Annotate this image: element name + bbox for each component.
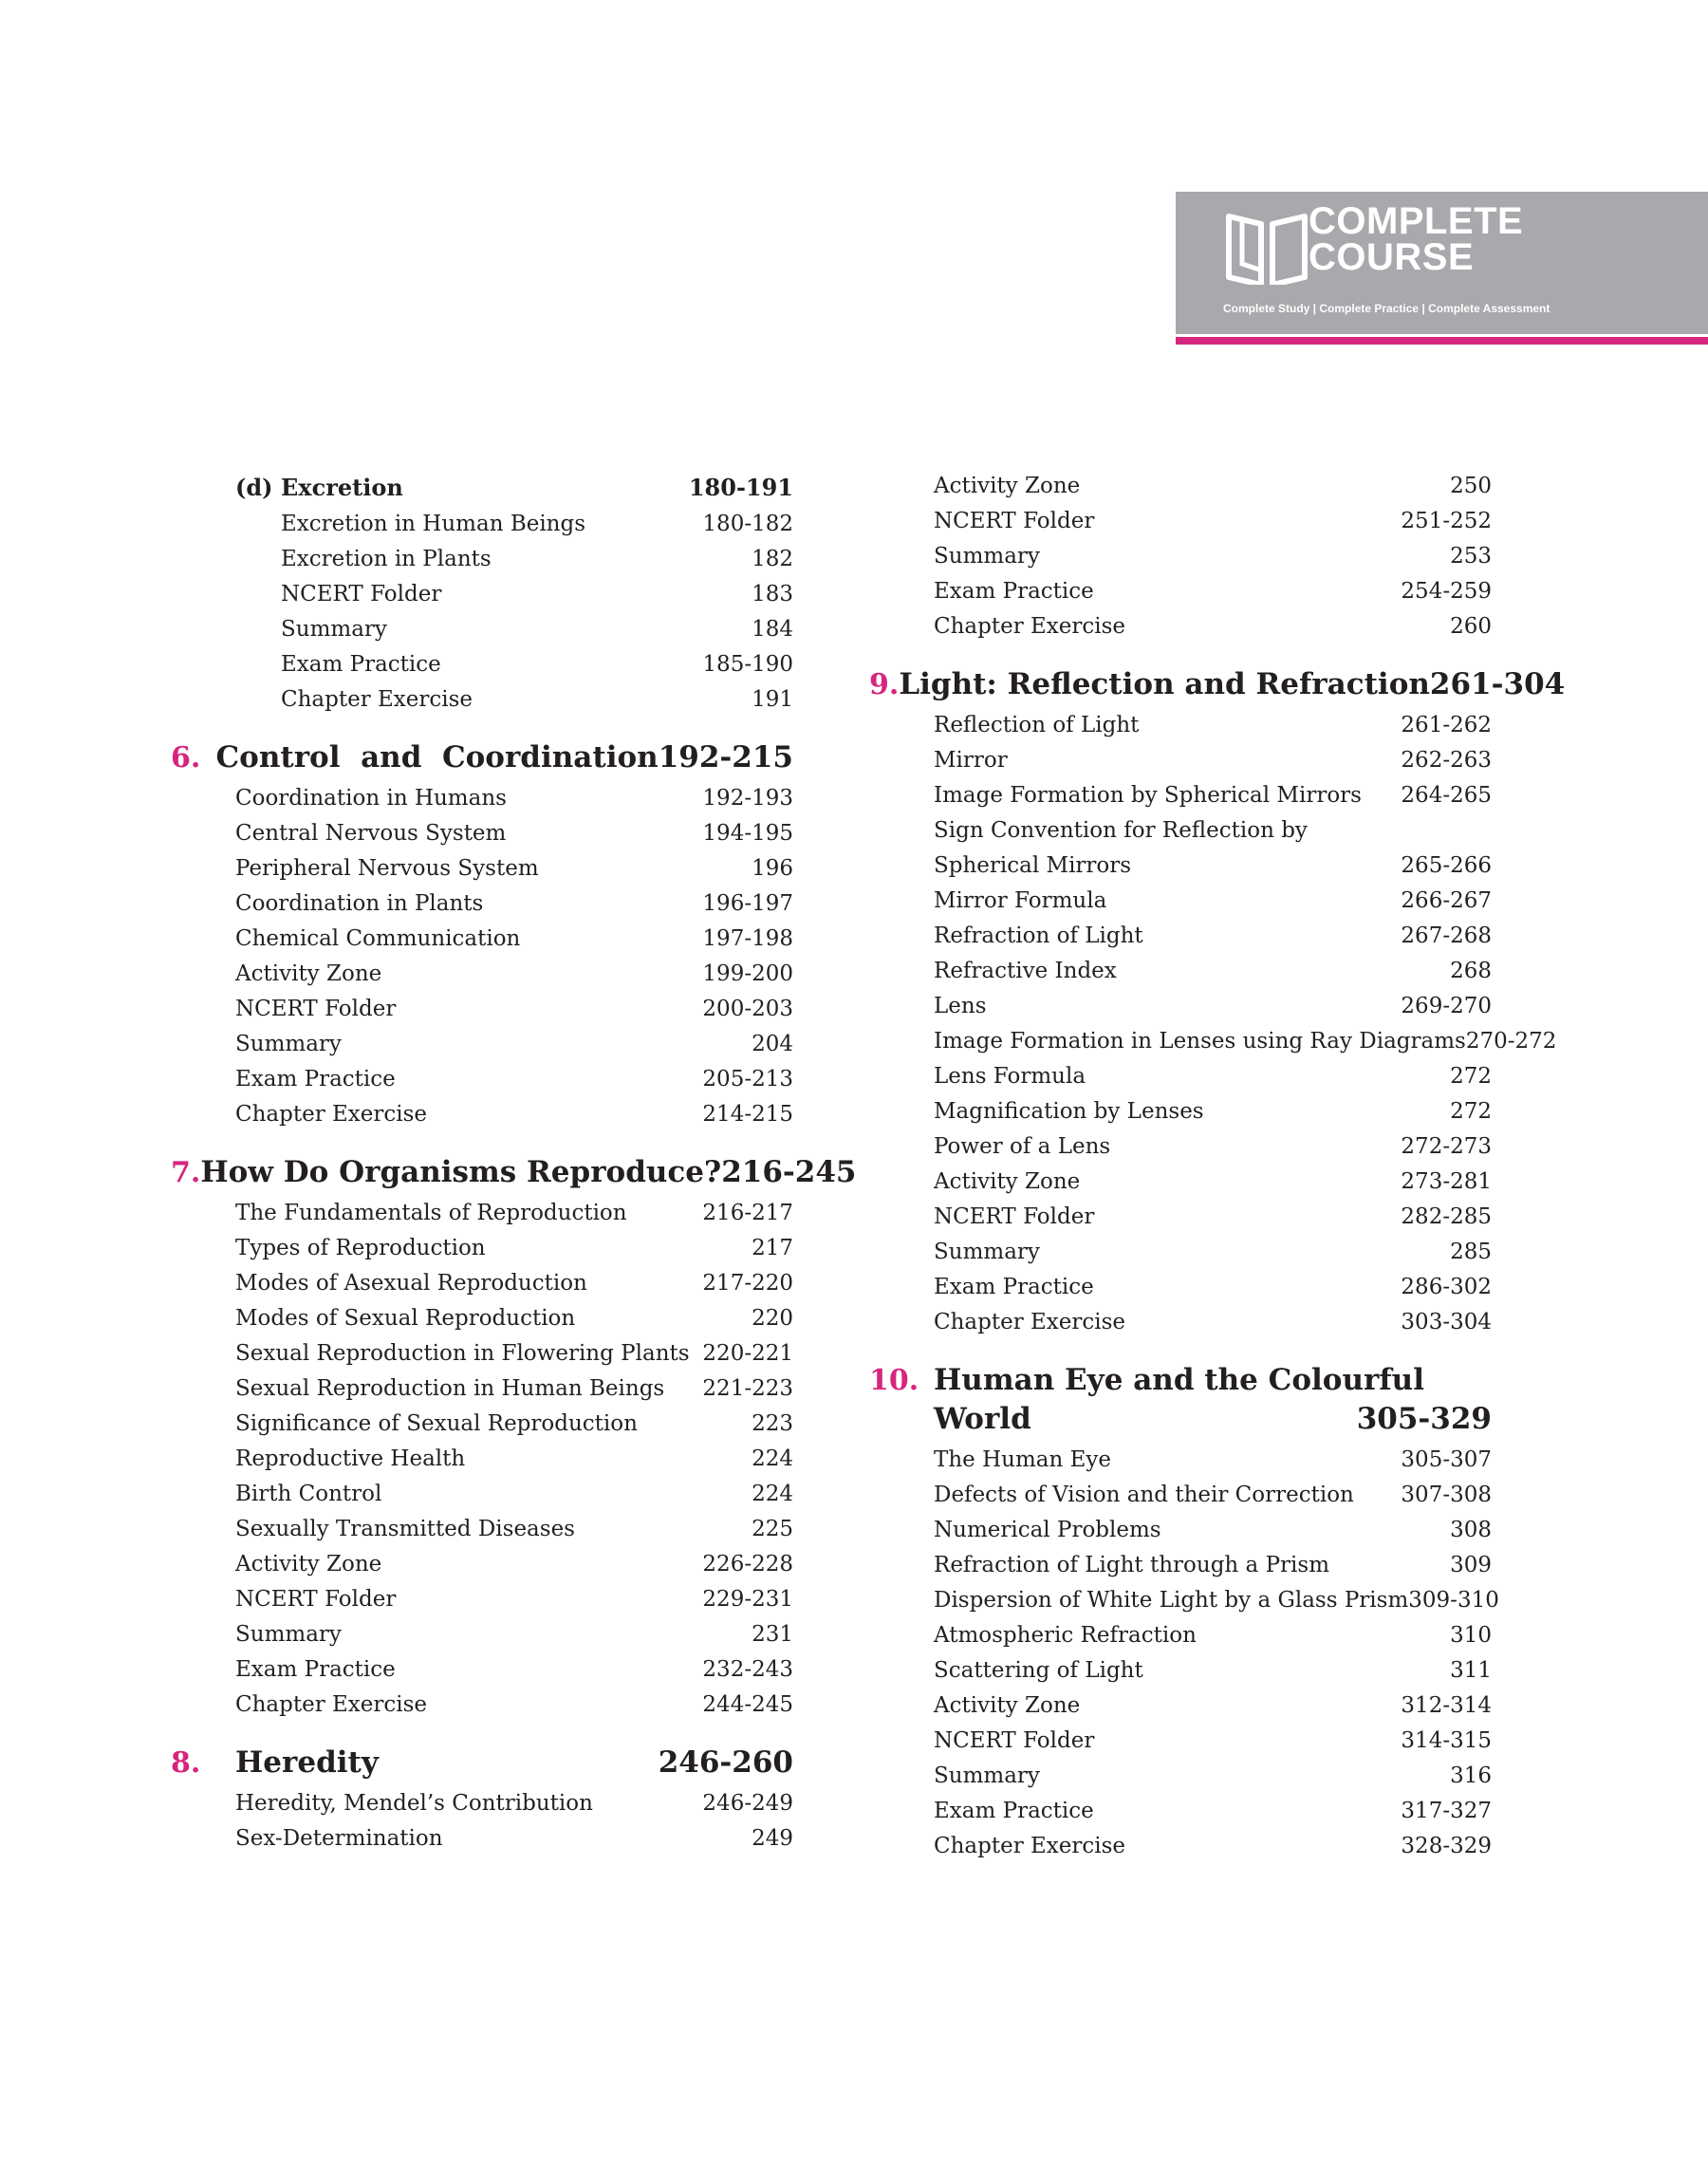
toc-entry-label: Heredity, Mendel’s Contribution: [235, 1791, 593, 1816]
toc-entry: [171, 1652, 793, 1688]
toc-entry-label: Chapter Exercise: [934, 614, 1126, 639]
toc-entry-pages: 251-252: [1401, 509, 1492, 533]
toc-entry-label: Sexual Reproduction in Flowering Plants: [235, 1341, 690, 1366]
chapter-title: Control and Coordination: [215, 740, 659, 774]
toc-list-chapter-9: [869, 708, 1557, 1340]
toc-entry-label: Spherical Mirrors: [934, 853, 1132, 878]
toc-entry-pages: 265-266: [1401, 853, 1492, 878]
toc-entry-pages: 285: [1450, 1240, 1492, 1264]
toc-entry-label: Chapter Exercise: [934, 1310, 1126, 1334]
toc-entry: [171, 1582, 793, 1617]
chapter-number: 9.: [869, 668, 900, 701]
toc-entry-pages: 225: [752, 1517, 793, 1541]
toc-entry-label: Scattering of Light: [934, 1658, 1143, 1683]
toc-entry-label: Summary: [934, 1763, 1040, 1788]
toc-entry-label: Exam Practice: [235, 1067, 396, 1092]
chapter-title: Light: Reflection and Refraction: [899, 667, 1430, 701]
chapter-heading-8: [171, 1744, 793, 1782]
toc-entry: [171, 1027, 793, 1062]
toc-entry-label: The Human Eye: [934, 1447, 1111, 1472]
toc-entry-label: Exam Practice: [934, 579, 1094, 604]
toc-entry-pages: 185-190: [702, 652, 793, 677]
toc-entry: [869, 539, 1492, 574]
toc-entry: [171, 851, 793, 886]
toc-entry-label: Chapter Exercise: [934, 1834, 1126, 1858]
toc-entry-pages: 220: [752, 1306, 793, 1331]
chapter-title-line1: Human Eye and the Colourful: [934, 1363, 1424, 1397]
toc-entry-pages: 199-200: [702, 961, 793, 986]
toc-entry: [869, 1165, 1492, 1200]
toc-entry-pages: 308: [1450, 1518, 1492, 1542]
toc-entry-label: Power of a Lens: [934, 1134, 1111, 1159]
toc-entry-pages: 224: [752, 1482, 793, 1506]
open-book-icon: [1223, 207, 1310, 285]
section-heading-excretion: [171, 469, 793, 507]
toc-entry: [171, 682, 793, 718]
toc-entry-pages: 253: [1450, 544, 1492, 569]
toc-entry-pages: 266-267: [1401, 888, 1492, 913]
toc-entry: [171, 1301, 793, 1336]
toc-entry: [171, 1547, 793, 1582]
toc-left-column: [171, 469, 857, 1856]
toc-entry: [171, 612, 793, 647]
toc-list-chapter-6: [171, 781, 793, 1132]
toc-entry-label: Exam Practice: [235, 1657, 396, 1682]
toc-entry: [869, 708, 1492, 743]
toc-entry-label: NCERT Folder: [281, 582, 442, 606]
toc-entry: [171, 542, 793, 577]
toc-entry-label: Peripheral Nervous System: [235, 856, 539, 881]
chapter-pages: 216-245: [721, 1155, 857, 1189]
toc-entry-label: Exam Practice: [281, 652, 441, 677]
toc-list-chapter-8: [171, 1786, 793, 1856]
toc-entry: [171, 816, 793, 851]
toc-entry-pages: 249: [752, 1826, 793, 1851]
toc-entry: [869, 574, 1492, 609]
toc-entry: [171, 1097, 793, 1132]
brand-tagline: Complete Study | Complete Practice | Complete Assessment: [1223, 302, 1550, 315]
toc-entry-pages: 286-302: [1401, 1275, 1492, 1299]
toc-entry: [171, 507, 793, 542]
toc-entry-label: Lens Formula: [934, 1064, 1086, 1089]
chapter-heading-6: [171, 738, 793, 777]
toc-entry: [171, 1062, 793, 1097]
toc-entry-pages: 250: [1450, 474, 1492, 498]
toc-entry-label: Activity Zone: [934, 1693, 1081, 1718]
toc-entry-pages: 309: [1450, 1553, 1492, 1577]
toc-entry-pages: 204: [752, 1032, 793, 1056]
toc-entry-pages: 200-203: [702, 997, 793, 1021]
toc-entry-label: Refraction of Light through a Prism: [934, 1553, 1330, 1577]
toc-entry: [171, 957, 793, 992]
toc-entry-label: Activity Zone: [235, 961, 382, 986]
toc-entry-pages: 303-304: [1401, 1310, 1492, 1334]
brand-accent-line: [1176, 337, 1708, 345]
brand-name: [1309, 200, 1524, 278]
toc-entry-pages: 244-245: [702, 1692, 793, 1717]
toc-entry: [171, 1688, 793, 1723]
toc-entry: [869, 1794, 1492, 1829]
toc-entry-label: Summary: [235, 1622, 342, 1647]
brand-name-line2: COURSE: [1309, 236, 1475, 278]
chapter-number: 7.: [171, 1156, 201, 1189]
toc-entry-label: Summary: [934, 544, 1040, 569]
toc-entry-label: Central Nervous System: [235, 821, 507, 846]
toc-entry-label: NCERT Folder: [934, 1728, 1095, 1753]
toc-entry: [171, 1786, 793, 1821]
toc-entry-label: Sign Convention for Reflection by: [934, 818, 1308, 843]
chapter-number: 8.: [171, 1746, 201, 1780]
toc-entry: [171, 1442, 793, 1477]
toc-entry-label: Activity Zone: [934, 474, 1081, 498]
toc-entry-label: Summary: [235, 1032, 342, 1056]
section-mark: (d): [235, 474, 273, 501]
toc-entry-pages: 270-272: [1465, 1029, 1557, 1054]
toc-entry-label: Defects of Vision and their Correction: [934, 1483, 1354, 1507]
toc-entry-label: Image Formation in Lenses using Ray Diagrams: [934, 1029, 1466, 1054]
toc-entry-pages: 264-265: [1401, 783, 1492, 808]
toc-entry-pages: 226-228: [702, 1552, 793, 1577]
toc-entry-pages: 268: [1450, 959, 1492, 983]
toc-entry-label: Refractive Index: [934, 959, 1117, 983]
toc-entry-pages: 223: [752, 1411, 793, 1436]
chapter-heading-9: [869, 665, 1566, 704]
toc-entry: [869, 1059, 1492, 1094]
toc-right-column: [869, 469, 1566, 1864]
toc-entry-label: Coordination in Plants: [235, 891, 484, 916]
toc-list-chapter-8-continued: [869, 469, 1492, 644]
toc-entry-pages: 328-329: [1401, 1834, 1492, 1858]
toc-entry: [869, 778, 1492, 813]
toc-entry-label: Summary: [281, 617, 387, 642]
toc-entry-pages: 214-215: [702, 1102, 793, 1127]
chapter-pages: 261-304: [1429, 667, 1566, 701]
toc-entry-pages: 267-268: [1401, 924, 1492, 948]
toc-entry-label: Exam Practice: [934, 1275, 1094, 1299]
toc-entry: [171, 1617, 793, 1652]
toc-entry: [869, 813, 1492, 849]
toc-entry-label: Sexually Transmitted Diseases: [235, 1517, 575, 1541]
toc-entry-pages: 180-182: [702, 512, 793, 536]
toc-entry: [869, 1478, 1492, 1513]
toc-entry: [171, 1821, 793, 1856]
toc-entry: [869, 1548, 1492, 1583]
toc-entry-pages: 305-307: [1401, 1447, 1492, 1472]
toc-entry-label: Atmospheric Refraction: [934, 1623, 1197, 1648]
toc-entry: [869, 989, 1492, 1024]
toc-entry: [869, 849, 1492, 884]
toc-entry-pages: 273-281: [1401, 1169, 1492, 1194]
toc-entry: [869, 1235, 1492, 1270]
chapter-number: 6.: [171, 741, 201, 774]
toc-entry-label: Activity Zone: [934, 1169, 1081, 1194]
toc-entry: [869, 1583, 1499, 1618]
toc-entry-pages: 282-285: [1401, 1204, 1492, 1229]
toc-entry-pages: 262-263: [1401, 748, 1492, 773]
toc-entry-label: Numerical Problems: [934, 1518, 1161, 1542]
toc-entry-pages: 254-259: [1401, 579, 1492, 604]
toc-entry: [171, 1266, 793, 1301]
toc-entry-pages: 312-314: [1401, 1693, 1492, 1718]
chapter-title-line2: World: [934, 1402, 1031, 1436]
toc-entry-pages: 183: [752, 582, 793, 606]
toc-entry-pages: 191: [752, 687, 793, 712]
toc-entry-pages: 194-195: [702, 821, 793, 846]
toc-entry: [171, 886, 793, 922]
toc-entry-pages: 217: [752, 1236, 793, 1260]
toc-entry-pages: 260: [1450, 614, 1492, 639]
section-pages: 180-191: [688, 474, 793, 501]
toc-entry-label: Reproductive Health: [235, 1446, 466, 1471]
toc-entry: [171, 1196, 793, 1231]
toc-entry-pages: 231: [752, 1622, 793, 1647]
toc-list-chapter-7: [171, 1196, 793, 1723]
toc-entry-label: Chapter Exercise: [235, 1102, 428, 1127]
toc-entry-label: Image Formation by Spherical Mirrors: [934, 783, 1362, 808]
chapter-title: Heredity: [235, 1745, 379, 1780]
toc-entry: [869, 504, 1492, 539]
toc-entry-label: Sex-Determination: [235, 1826, 443, 1851]
toc-entry-pages: 269-270: [1401, 994, 1492, 1018]
toc-entry-label: Dispersion of White Light by a Glass Prism: [934, 1588, 1409, 1613]
toc-entry-pages: 261-262: [1401, 713, 1492, 737]
brand-banner: [1176, 192, 1708, 334]
toc-entry: [869, 1513, 1492, 1548]
toc-entry-label: Chapter Exercise: [281, 687, 473, 712]
chapter-number: 10.: [869, 1364, 919, 1397]
toc-entry: [869, 1724, 1492, 1759]
toc-entry-pages: 192-193: [702, 786, 793, 811]
toc-entry-label: Modes of Sexual Reproduction: [235, 1306, 576, 1331]
toc-entry-label: NCERT Folder: [235, 1587, 397, 1612]
toc-entry: [869, 1129, 1492, 1165]
toc-entry-label: Reflection of Light: [934, 713, 1140, 737]
toc-entry-pages: 182: [752, 547, 793, 571]
toc-entry-label: Modes of Asexual Reproduction: [235, 1271, 587, 1296]
toc-entry-label: Refraction of Light: [934, 924, 1143, 948]
toc-entry: [869, 743, 1492, 778]
toc-entry-label: Mirror Formula: [934, 888, 1107, 913]
toc-entry-label: The Fundamentals of Reproduction: [235, 1201, 627, 1225]
toc-entry: [171, 992, 793, 1027]
toc-entry-label: Significance of Sexual Reproduction: [235, 1411, 638, 1436]
toc-entry-pages: 314-315: [1401, 1728, 1492, 1753]
toc-entry: [869, 1094, 1492, 1129]
toc-entry: [171, 922, 793, 957]
toc-entry: [869, 884, 1492, 919]
toc-entry: [869, 1305, 1492, 1340]
toc-entry-label: Excretion in Plants: [281, 547, 492, 571]
toc-entry: [171, 1371, 793, 1407]
toc-entry-pages: 316: [1450, 1763, 1492, 1788]
toc-entry: [869, 469, 1492, 504]
toc-entry: [869, 609, 1492, 644]
toc-entry-pages: 220-221: [702, 1341, 793, 1366]
toc-entry-label: Activity Zone: [235, 1552, 382, 1577]
toc-entry: [171, 577, 793, 612]
toc-entry-pages: 216-217: [702, 1201, 793, 1225]
chapter-pages: 192-215: [658, 740, 793, 774]
toc-entry-pages: 221-223: [702, 1376, 793, 1401]
chapter-heading-10: [869, 1361, 1492, 1439]
chapter-pages: 305-329: [1356, 1402, 1492, 1436]
toc-entry: [869, 1443, 1492, 1478]
toc-entry-label: NCERT Folder: [934, 1204, 1095, 1229]
toc-entry: [171, 1231, 793, 1266]
toc-entry: [171, 647, 793, 682]
toc-entry: [869, 1618, 1492, 1653]
toc-entry-label: Sexual Reproduction in Human Beings: [235, 1376, 665, 1401]
toc-entry-pages: 310: [1450, 1623, 1492, 1648]
toc-entry-pages: 197-198: [702, 926, 793, 951]
toc-list-excretion: [171, 507, 793, 718]
toc-entry: [171, 781, 793, 816]
toc-entry: [869, 954, 1492, 989]
toc-entry: [869, 919, 1492, 954]
toc-entry: [869, 1759, 1492, 1794]
toc-entry: [869, 1024, 1557, 1059]
brand-name-line1: COMPLETE: [1309, 200, 1524, 242]
toc-entry-label: Coordination in Humans: [235, 786, 507, 811]
toc-entry-pages: 246-249: [702, 1791, 793, 1816]
chapter-heading-7: [171, 1153, 857, 1192]
toc-entry: [171, 1512, 793, 1547]
toc-entry-label: NCERT Folder: [235, 997, 397, 1021]
toc-entry-pages: 196-197: [702, 891, 793, 916]
toc-entry-pages: 232-243: [702, 1657, 793, 1682]
toc-entry-label: Magnification by Lenses: [934, 1099, 1204, 1124]
toc-entry: [171, 1407, 793, 1442]
toc-entry-label: Types of Reproduction: [235, 1236, 486, 1260]
toc-entry: [869, 1270, 1492, 1305]
toc-entry-pages: 272: [1450, 1064, 1492, 1089]
toc-entry-pages: 229-231: [702, 1587, 793, 1612]
toc-entry-pages: 309-310: [1408, 1588, 1499, 1613]
toc-entry-label: Chapter Exercise: [235, 1692, 428, 1717]
toc-entry-label: Exam Practice: [934, 1799, 1094, 1823]
toc-entry-pages: 272: [1450, 1099, 1492, 1124]
toc-entry-pages: 317-327: [1401, 1799, 1492, 1823]
toc-entry-pages: 224: [752, 1446, 793, 1471]
chapter-title: How Do Organisms Reproduce?: [200, 1155, 722, 1189]
toc-entry-label: Lens: [934, 994, 987, 1018]
toc-entry: [869, 1689, 1492, 1724]
toc-entry: [171, 1336, 793, 1371]
toc-entry: [869, 1653, 1492, 1689]
toc-entry-label: Birth Control: [235, 1482, 382, 1506]
toc-entry-pages: 307-308: [1401, 1483, 1492, 1507]
toc-entry-pages: 311: [1450, 1658, 1492, 1683]
toc-entry-pages: 272-273: [1401, 1134, 1492, 1159]
toc-entry-label: NCERT Folder: [934, 509, 1095, 533]
chapter-pages: 246-260: [658, 1745, 793, 1780]
toc-entry: [171, 1477, 793, 1512]
section-title: Excretion: [281, 474, 403, 501]
toc-entry-label: Chemical Communication: [235, 926, 521, 951]
toc-entry-pages: 196: [752, 856, 793, 881]
toc-entry: [869, 1200, 1492, 1235]
toc-entry: [869, 1829, 1492, 1864]
toc-entry-label: Mirror: [934, 748, 1008, 773]
toc-list-chapter-10: [869, 1443, 1499, 1864]
toc-entry-label: Excretion in Human Beings: [281, 512, 586, 536]
toc-entry-pages: 184: [752, 617, 793, 642]
toc-entry-pages: 217-220: [702, 1271, 793, 1296]
toc-entry-pages: 205-213: [702, 1067, 793, 1092]
toc-entry-label: Summary: [934, 1240, 1040, 1264]
